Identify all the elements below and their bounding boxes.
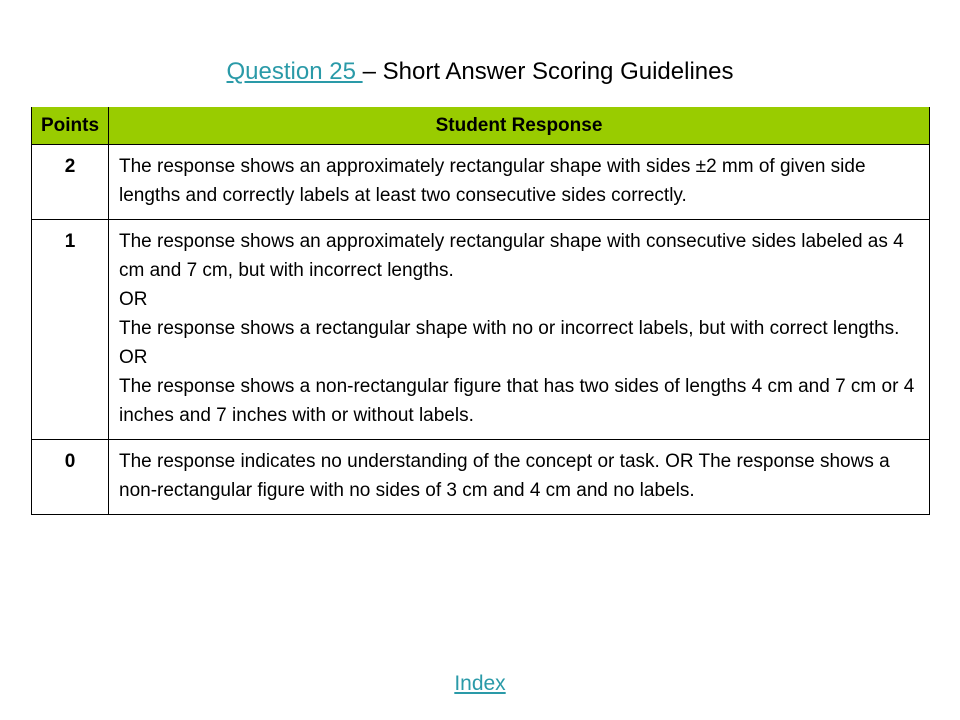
points-cell: 0 — [32, 440, 109, 515]
table-row — [32, 220, 930, 440]
or-separator: OR — [119, 347, 148, 368]
header-student-response: Student Response — [109, 107, 930, 145]
table-row — [32, 145, 930, 220]
points-cell: 2 — [32, 145, 109, 220]
table-row — [32, 440, 930, 515]
header-row — [32, 107, 930, 145]
scoring-table — [31, 107, 930, 515]
or-separator: OR — [119, 289, 148, 310]
response-cell — [109, 145, 930, 220]
response-cell — [109, 220, 930, 440]
points-cell: 1 — [32, 220, 109, 440]
response-text: The response indicates no understanding of the concept or task. OR The response shows a non-rectangular figure with no sides of 3 cm and 4 cm and no labels. — [119, 451, 890, 501]
response-cell — [109, 440, 930, 515]
response-text: The response shows a non-rectangular figure that has two sides of lengths 4 cm and 7 cm or 4 inches and 7 inches with or without labels. — [119, 376, 915, 426]
response-text: The response shows an approximately rectangular shape with consecutive sides labeled as 4 cm and 7 cm, but with incorrect lengths. — [119, 231, 904, 281]
header-points: Points — [32, 107, 109, 145]
response-text: The response shows a rectangular shape with no or incorrect labels, but with correct lengths. — [119, 318, 900, 339]
index-link[interactable]: Index — [454, 672, 506, 695]
page-title — [0, 56, 960, 88]
title-text: – Short Answer Scoring Guidelines — [362, 58, 734, 85]
response-text: The response shows an approximately rectangular shape with sides ±2 mm of given side lengths and correctly labels at least two consecutive sides correctly. — [119, 156, 866, 206]
footer — [0, 672, 960, 696]
question-link[interactable]: Question 25 — [226, 58, 363, 85]
